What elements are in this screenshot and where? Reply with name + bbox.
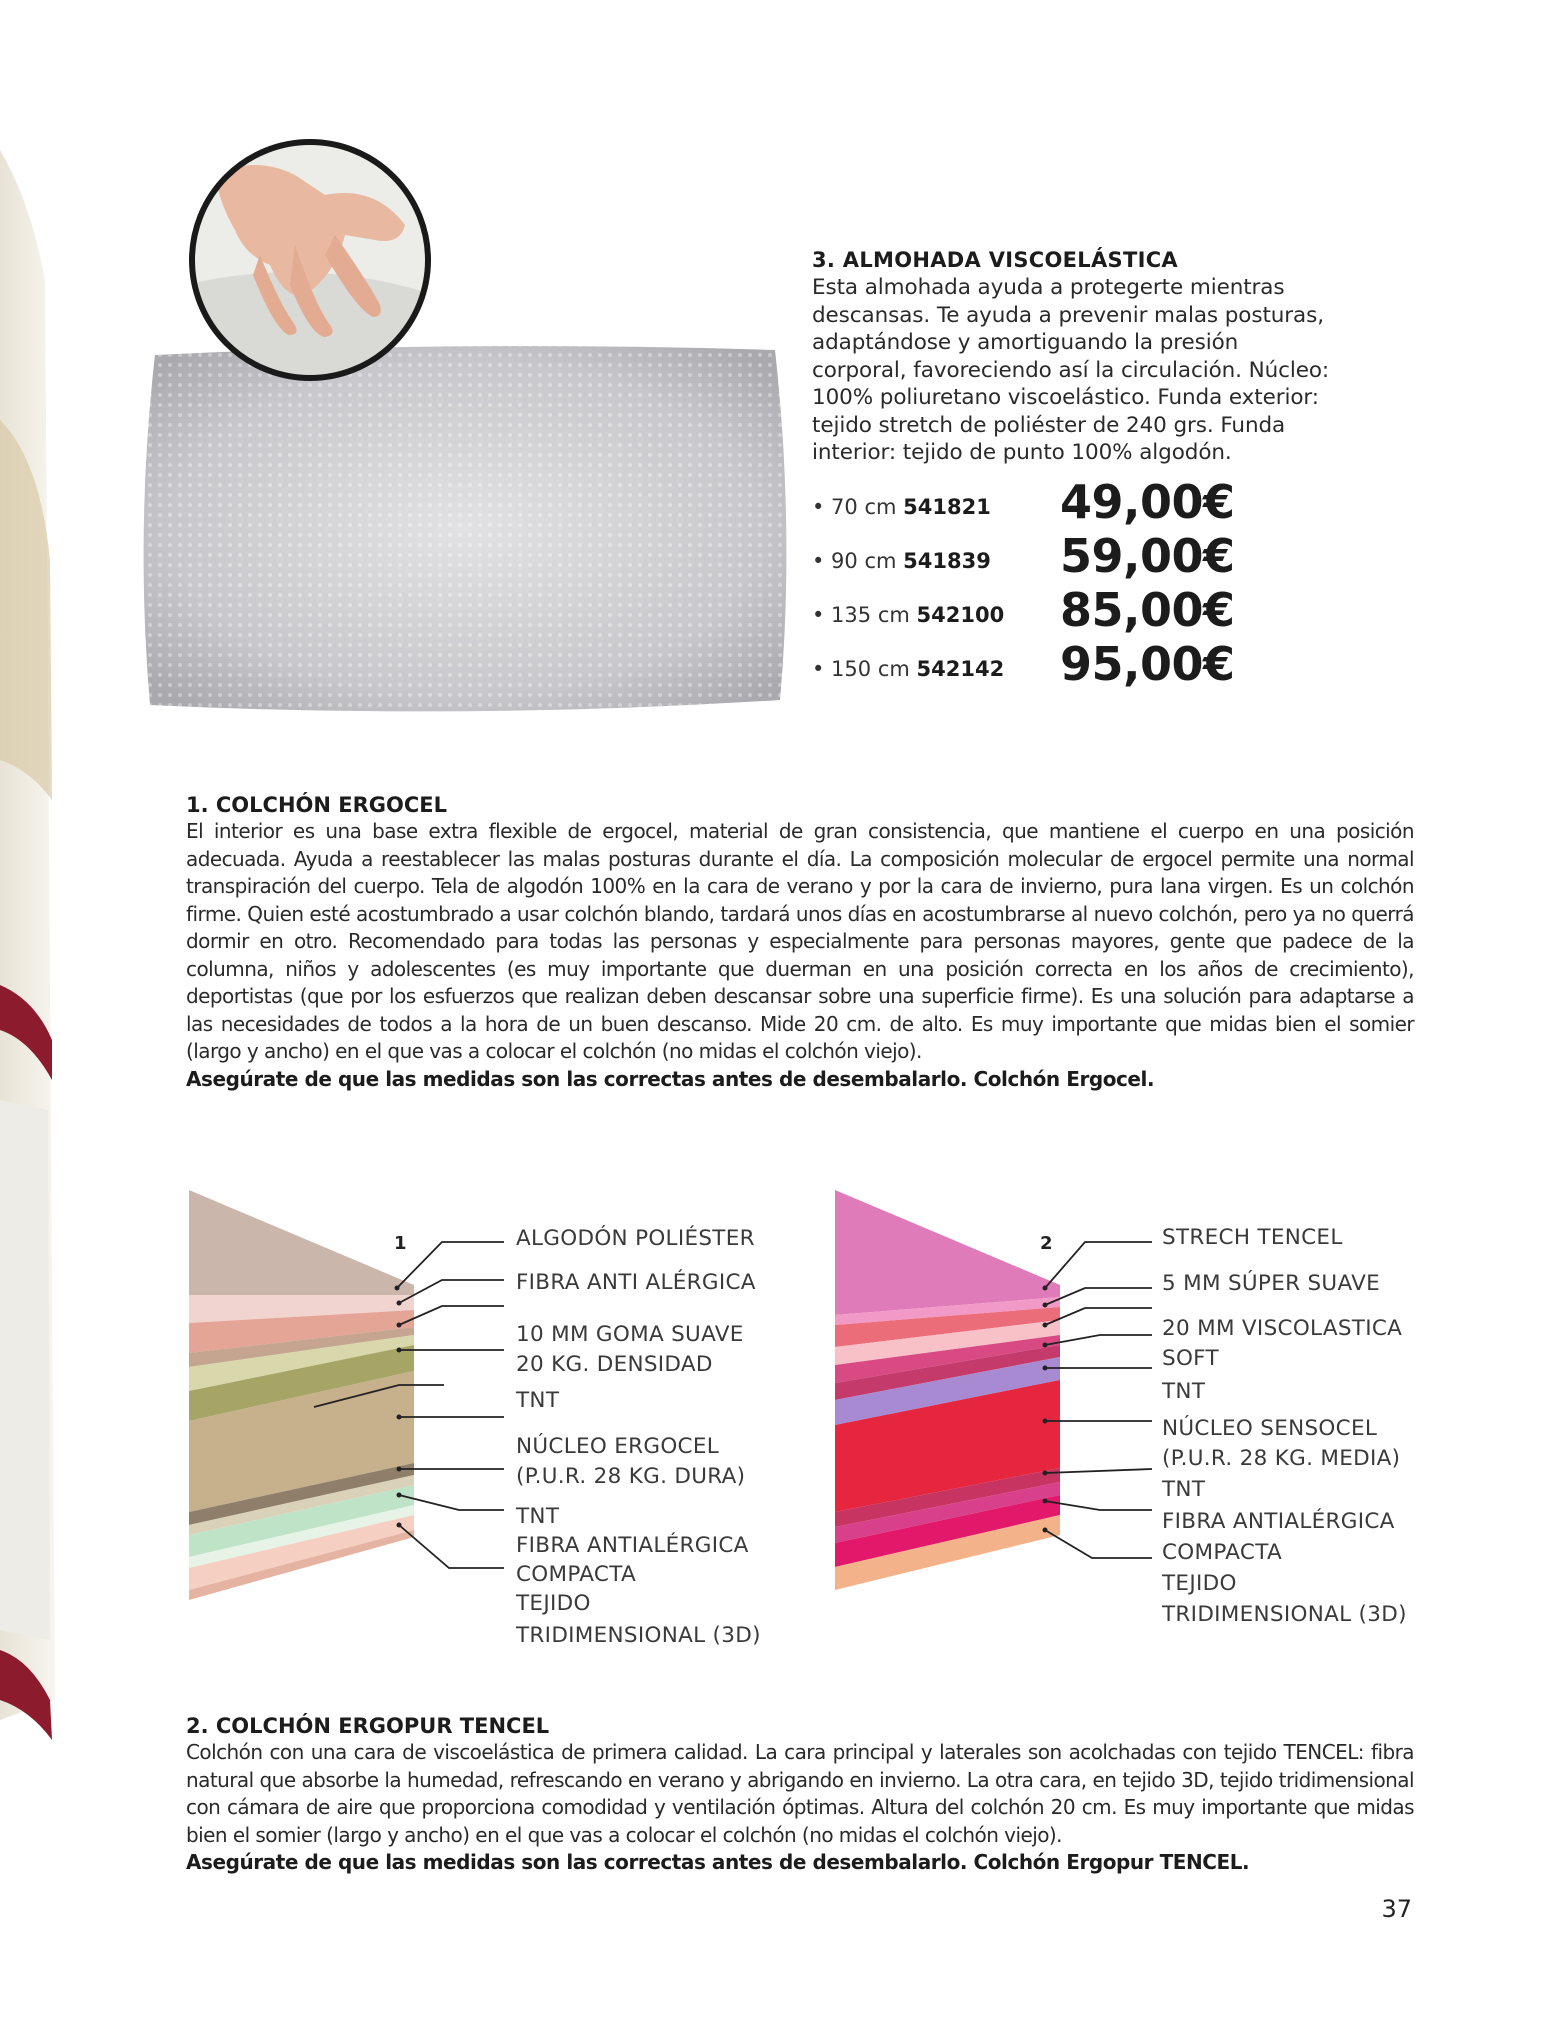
desc-line: corporal, favoreciendo así la circulación. Núcleo: bbox=[812, 357, 1330, 383]
layer-label: NÚCLEO SENSOCEL bbox=[1162, 1416, 1378, 1441]
layer-label: 5 MM SÚPER SUAVE bbox=[1162, 1271, 1380, 1296]
layer-label: TNT bbox=[516, 1388, 560, 1413]
desc-line: tejido stretch de poliéster de 240 grs. Funda bbox=[812, 412, 1286, 438]
price-size-ref: • 70 cm 541821 bbox=[812, 494, 991, 519]
layer-label: TRIDIMENSIONAL (3D) bbox=[516, 1623, 761, 1648]
price-row bbox=[812, 475, 1412, 529]
layer-label: NÚCLEO ERGOCEL bbox=[516, 1434, 720, 1459]
ergopur-text: Colchón con una cara de viscoelástica de primera calidad. La cara principal y laterales son acolchadas con tejido TENCEL: fibra natural que absorbe la humedad, refrescando en verano y abrigando en invierno. La otra cara, en tejido 3D, tejido tridimensional con cámara de aire que proporciona comodidad y ventilación óptimas. Altura del colchón 20 cm. Es muy importante que midas bien el somier (largo y ancho) en el que vas a colocar el colchón (no midas el colchón viejo). bbox=[186, 1740, 1414, 1847]
price-value: 59,00€ bbox=[1060, 528, 1235, 583]
layer-label: COMPACTA bbox=[516, 1562, 636, 1587]
ergocel-note: Asegúrate de que las medidas son las correctas antes de desembalarlo. Colchón Ergocel. bbox=[186, 1066, 1155, 1091]
page-number: 37 bbox=[1381, 1895, 1412, 1923]
ergopur-section bbox=[186, 1714, 1414, 1877]
layer-label: TNT bbox=[1162, 1379, 1206, 1404]
ergopur-layers-diagram bbox=[830, 1185, 1450, 1660]
price-row bbox=[812, 583, 1412, 637]
desc-line: Esta almohada ayuda a protegerte mientras bbox=[812, 275, 1285, 300]
pillow-product-block bbox=[812, 248, 1412, 691]
layer-top bbox=[835, 1190, 1060, 1315]
diagram-number: 1 bbox=[394, 1233, 407, 1254]
pillow-description bbox=[812, 274, 1412, 467]
ergocel-layers-diagram bbox=[184, 1185, 804, 1660]
mattress-edge-image bbox=[0, 0, 60, 1760]
layer-label: 10 MM GOMA SUAVE bbox=[516, 1322, 744, 1347]
price-size-ref: • 150 cm 542142 bbox=[812, 656, 1005, 681]
price-value: 85,00€ bbox=[1060, 582, 1235, 637]
layer-label: (P.U.R. 28 KG. MEDIA) bbox=[1162, 1446, 1401, 1471]
layer-label: TEJIDO bbox=[1162, 1571, 1237, 1596]
diagram-number: 2 bbox=[1040, 1233, 1053, 1254]
layer-label: COMPACTA bbox=[1162, 1540, 1282, 1565]
pillow-image bbox=[135, 340, 795, 720]
price-value: 49,00€ bbox=[1060, 474, 1235, 529]
ergocel-title: 1. COLCHÓN ERGOCEL bbox=[186, 793, 448, 817]
layer-label: FIBRA ANTIALÉRGICA bbox=[516, 1533, 749, 1558]
layer-label: 20 KG. DENSIDAD bbox=[516, 1352, 713, 1377]
layer-label: TNT bbox=[1162, 1477, 1206, 1502]
price-size-ref: • 90 cm 541839 bbox=[812, 548, 991, 573]
ergopur-title: 2. COLCHÓN ERGOPUR TENCEL bbox=[186, 1714, 550, 1738]
layer-label: FIBRA ANTIALÉRGICA bbox=[1162, 1509, 1395, 1534]
layer-label: TEJIDO bbox=[516, 1591, 591, 1616]
layer-label: ALGODÓN POLIÉSTER bbox=[516, 1226, 755, 1251]
desc-line: 100% poliuretano viscoelástico. Funda exterior: bbox=[812, 385, 1319, 410]
ergocel-text: El interior es una base extra flexible de ergocel, material de gran consistencia, que mantiene el cuerpo en una posición adecuada. Ayuda a reestablecer las malas posturas durante el día. La composición molecular de ergocel permite una normal transpiración del cuerpo. Tela de algodón 100% en la cara de verano y por la cara de invierno, pura lana virgen. Es un colchón firme. Quien esté acostumbrado a usar colchón blando, tardará unos días en acostumbrarse al nuevo colchón, pero ya no querrá dormir en otro. Recomendado para todas las personas y especialmente para personas mayores, gente que padece de la columna, niños y adolescentes (es muy importante que duerman en una posición correcta en los años de crecimiento), deportistas (que por los esfuerzos que realizan deben descansar sobre una superficie firme). Es una solución para adaptarse a las necesidades de todos a la hora de un buen descanso. Mide 20 cm. de alto. Es muy importante que midas bien el somier (largo y ancho) en el que vas a colocar el colchón (no midas el colchón viejo). bbox=[186, 819, 1414, 1063]
price-row bbox=[812, 637, 1412, 691]
pillow-title: 3. ALMOHADA VISCOELÁSTICA bbox=[812, 248, 1178, 272]
ergocel-section bbox=[186, 793, 1414, 1093]
desc-line: interior: tejido de punto 100% algodón. bbox=[812, 440, 1232, 465]
layer-label: STRECH TENCEL bbox=[1162, 1225, 1343, 1250]
price-size-ref: • 135 cm 542100 bbox=[812, 602, 1005, 627]
ergopur-note: Asegúrate de que las medidas son las correctas antes de desembalarlo. Colchón Ergopur TENCEL. bbox=[186, 1850, 1250, 1874]
layer-label: 20 MM VISCOLASTICA bbox=[1162, 1316, 1403, 1341]
layer-label: FIBRA ANTI ALÉRGICA bbox=[516, 1270, 756, 1295]
layer-label: (P.U.R. 28 KG. DURA) bbox=[516, 1464, 746, 1489]
price-value: 95,00€ bbox=[1060, 636, 1235, 691]
layer-label: SOFT bbox=[1162, 1346, 1219, 1371]
layer-top bbox=[189, 1190, 414, 1295]
layer-label: TNT bbox=[516, 1504, 560, 1529]
layer-label: TRIDIMENSIONAL (3D) bbox=[1162, 1602, 1407, 1627]
hand-zoom-image bbox=[185, 135, 435, 385]
desc-line: adaptándose y amortiguando la presión bbox=[812, 330, 1239, 355]
desc-line: descansas. Te ayuda a prevenir malas posturas, bbox=[812, 302, 1324, 328]
price-row bbox=[812, 529, 1412, 583]
